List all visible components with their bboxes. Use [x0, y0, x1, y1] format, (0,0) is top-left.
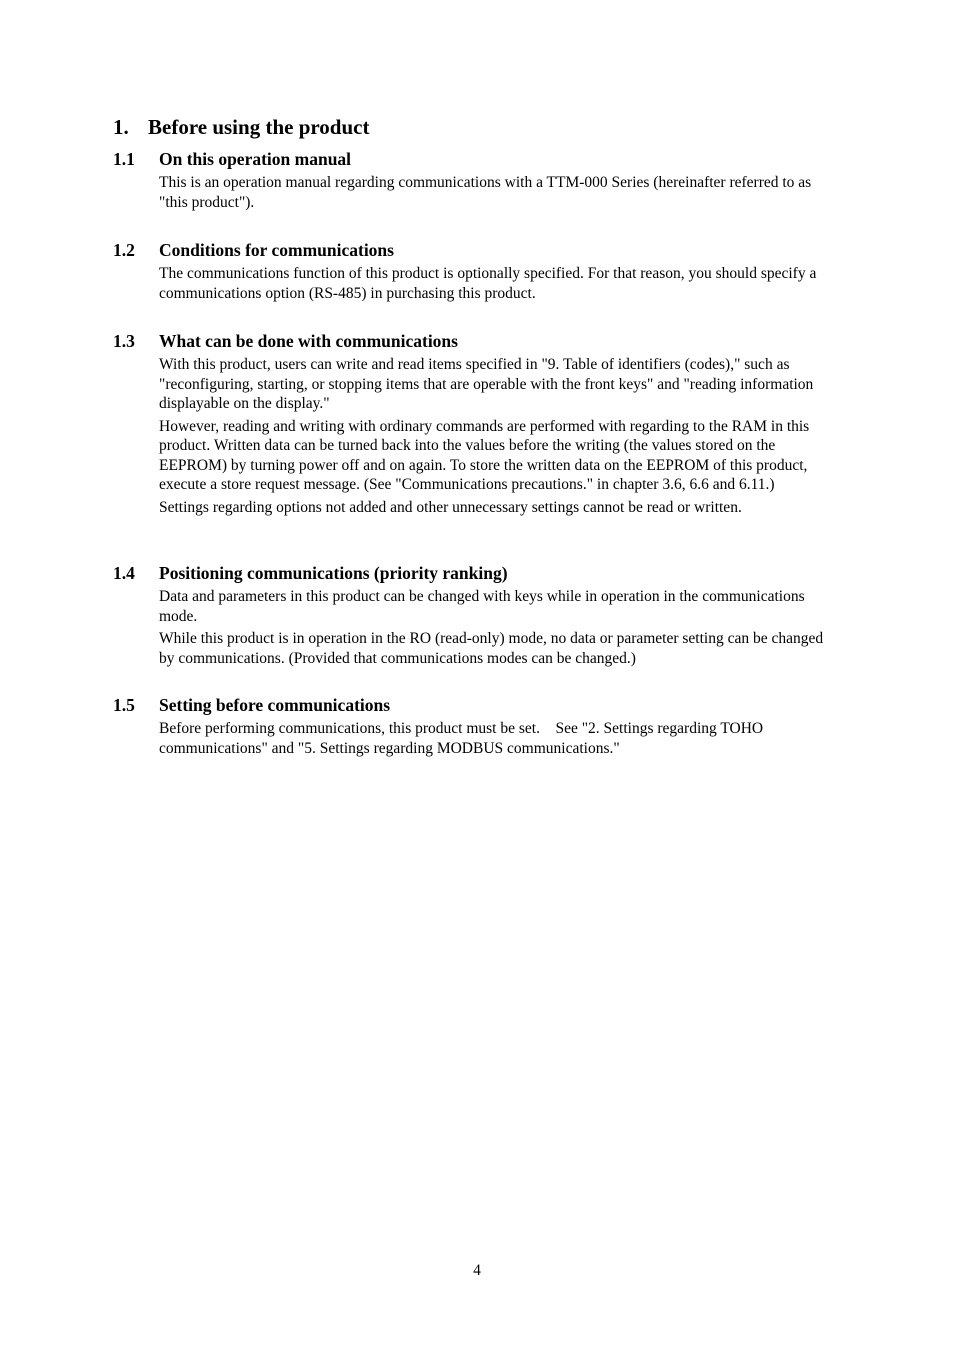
- section-body: [159, 719, 841, 758]
- section-heading: [113, 239, 841, 261]
- paragraph: Before performing communications, this product must be set. See "2. Settings regarding TOHO communications" and "5. Settings regarding MODBUS communications.": [159, 720, 764, 757]
- section-title: On this operation manual: [159, 149, 352, 169]
- section-heading: [113, 562, 841, 584]
- section-1-4: [113, 562, 841, 671]
- section-1-2: [113, 239, 841, 306]
- paragraph: However, reading and writing with ordinary commands are performed with regarding to the RAM in this product. Written data can be turned back into the values before the writing (the values stored on the EEPROM) by turning power off and on again. To store the written data on the EEPROM of this product, execute a store request message. (See "Communications precautions." in chapter 3.6, 6.6 and 6.11.): [159, 417, 810, 493]
- section-1-3: [113, 330, 841, 520]
- paragraph: This is an operation manual regarding communications with a TTM-000 Series (hereinafter referred to as "this product").: [159, 174, 812, 211]
- page-number: 4: [473, 1262, 481, 1279]
- paragraph: Settings regarding options not added and other unnecessary settings cannot be read or written.: [159, 498, 742, 516]
- section-1-1: [113, 148, 841, 215]
- chapter-title-text: Before using the product: [148, 115, 370, 139]
- section-body: [159, 355, 841, 517]
- section-1-5: [113, 694, 841, 761]
- section-number: 1.5: [113, 695, 135, 715]
- section-title: Conditions for communications: [159, 240, 394, 260]
- section-heading: [113, 694, 841, 716]
- section-number: 1.3: [113, 331, 135, 351]
- paragraph: The communications function of this product is optionally specified. For that reason, you should specify a communications option (RS-485) in purchasing this product.: [159, 265, 817, 302]
- section-heading: [113, 330, 841, 352]
- section-body: [159, 264, 841, 303]
- section-heading: [113, 148, 841, 170]
- chapter-title: [113, 114, 369, 140]
- chapter-number: 1.: [113, 115, 129, 139]
- section-number: 1.2: [113, 240, 135, 260]
- section-title: What can be done with communications: [159, 331, 458, 351]
- section-number: 1.4: [113, 563, 135, 583]
- section-number: 1.1: [113, 149, 135, 169]
- paragraph: While this product is in operation in the RO (read-only) mode, no data or parameter setting can be changed by communications. (Provided that communications modes can be changed.): [159, 630, 824, 667]
- section-body: [159, 587, 841, 668]
- section-body: [159, 173, 841, 212]
- section-title: Positioning communications (priority ranking): [159, 563, 508, 583]
- section-title: Setting before communications: [159, 695, 391, 715]
- paragraph: With this product, users can write and read items specified in "9. Table of identifiers (codes)," such as "reconfiguring, starting, or stopping items that are operable with the front keys" and "reading information displayable on the display.": [159, 356, 814, 412]
- paragraph: Data and parameters in this product can be changed with keys while in operation in the communications mode.: [159, 588, 805, 625]
